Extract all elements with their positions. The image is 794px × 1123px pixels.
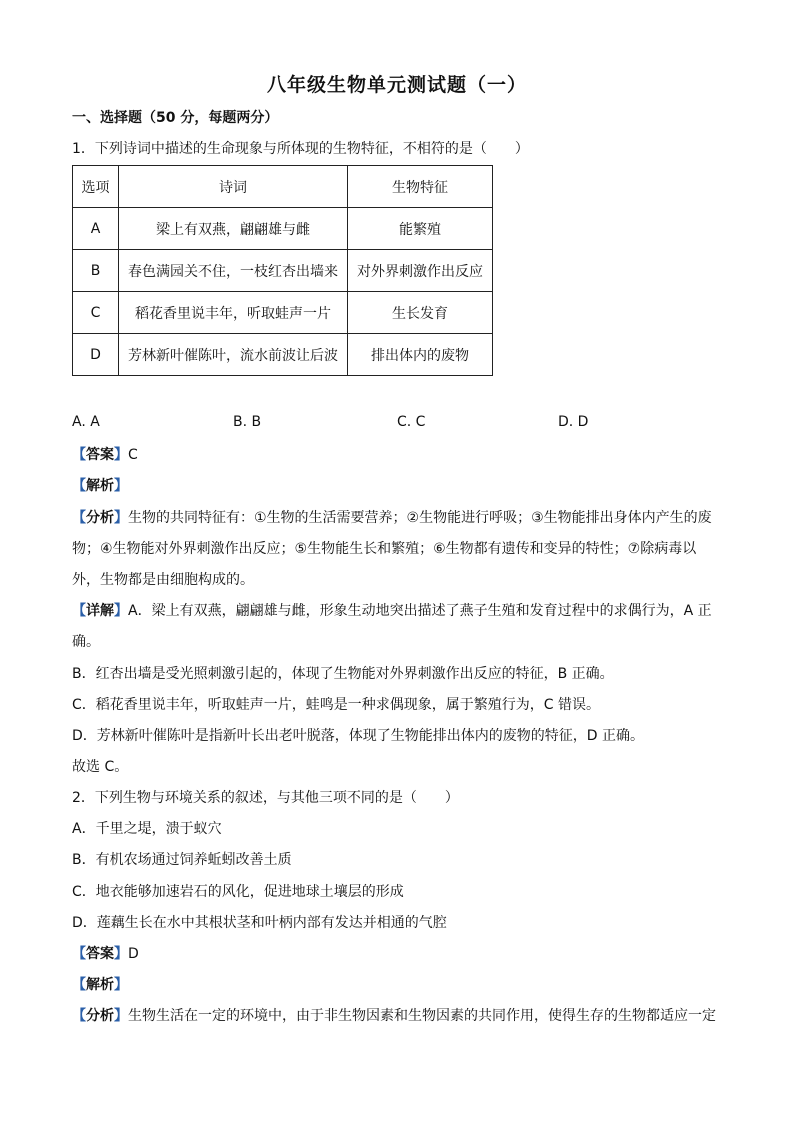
xiangjie-text: C．稻花香里说丰年，听取蛙声一片，蛙鸣是一种求偶现象，属于繁殖行为，C 错误。 — [72, 697, 600, 713]
section-heading: 一、选择题（50 分，每题两分） — [72, 110, 279, 126]
q2-stem: 2．下列生物与环境关系的叙述，与其他三项不同的是（ ） — [72, 790, 459, 806]
answer-value: C — [128, 447, 138, 463]
q2-option-d: D．莲藕生长在水中其根状茎和叶柄内部有发达并相通的气腔 — [72, 915, 447, 931]
fenxi-text: 生物生活在一定的环境中，由于非生物因素和生物因素的共同作用，使得生存的生物都适应一定 — [128, 1008, 716, 1024]
table-row — [73, 208, 493, 250]
fenxi-text: 物；④生物能对外界刺激作出反应；⑤生物能生长和繁殖；⑥生物都有遗传和变异的特性；⑦除病毒以 — [72, 541, 697, 557]
table-cell: 排出体内的废物 — [348, 334, 493, 376]
table-cell: 能繁殖 — [348, 208, 493, 250]
q1-fenxi-line: 【分析】生物的共同特征有：①生物的生活需要营养；②生物能进行呼吸；③生物能排出身体内产生的废 — [72, 510, 712, 526]
q2-answer: 【答案】D — [72, 946, 139, 962]
table-row — [73, 292, 493, 334]
q1-xiangjie-line: 【详解】A．梁上有双燕，翩翩雄与雌，形象生动地突出描述了燕子生殖和发育过程中的求偶行为，A 正 — [72, 603, 712, 619]
option-a: A. A — [72, 414, 100, 430]
table-cell: D — [73, 334, 119, 376]
table-header-row — [73, 166, 493, 208]
analysis-tag: 解析 — [86, 977, 114, 993]
table-header-cell: 诗词 — [119, 166, 348, 208]
table-cell: 春色满园关不住，一枝红杏出墙来 — [119, 250, 348, 292]
table-header-cell: 生物特征 — [348, 166, 493, 208]
q1-answer: 【答案】C — [72, 447, 138, 463]
fenxi-text: 生物的共同特征有：①生物的生活需要营养；②生物能进行呼吸；③生物能排出身体内产生的废 — [128, 510, 712, 526]
xiangjie-text: D．芳林新叶催陈叶是指新叶长出老叶脱落，体现了生物能排出体内的废物的特征，D 正确。 — [72, 728, 645, 744]
table-cell: 对外界刺激作出反应 — [348, 250, 493, 292]
q2-fenxi-line: 【分析】生物生活在一定的环境中，由于非生物因素和生物因素的共同作用，使得生存的生物都适应一定 — [72, 1008, 716, 1024]
xiangjie-text: 确。 — [72, 634, 100, 650]
answer-tag: 答案 — [86, 447, 114, 463]
table-cell: C — [73, 292, 119, 334]
q2-analysis-heading: 【解析】 — [72, 977, 128, 993]
q2-option-c: C．地衣能够加速岩石的风化，促进地球土壤层的形成 — [72, 884, 404, 900]
table-cell: B — [73, 250, 119, 292]
q2-option-b: B．有机农场通过饲养蚯蚓改善土质 — [72, 852, 292, 868]
table-row — [73, 250, 493, 292]
table-cell: 稻花香里说丰年，听取蛙声一片 — [119, 292, 348, 334]
page-title: 八年级生物单元测试题（一） — [266, 74, 527, 96]
table-cell: 梁上有双燕，翩翩雄与雌 — [119, 208, 348, 250]
option-d: D. D — [558, 414, 589, 430]
option-c: C. C — [397, 414, 426, 430]
fenxi-text: 外，生物都是由细胞构成的。 — [72, 572, 254, 588]
q1-options — [72, 414, 672, 434]
conclusion-text: 故选 C。 — [72, 759, 129, 775]
xiangjie-text: B．红杏出墙是受光照刺激引起的，体现了生物能对外界刺激作出反应的特征，B 正确。 — [72, 666, 614, 682]
answer-tag: 答案 — [86, 946, 114, 962]
table-header-cell: 选项 — [73, 166, 119, 208]
table-cell: 芳林新叶催陈叶，流水前波让后波 — [119, 334, 348, 376]
fenxi-tag: 分析 — [86, 1008, 114, 1024]
table-row — [73, 334, 493, 376]
option-b: B. B — [233, 414, 262, 430]
xiangjie-tag: 详解 — [86, 603, 114, 619]
q1-table — [72, 165, 493, 376]
xiangjie-text: A．梁上有双燕，翩翩雄与雌，形象生动地突出描述了燕子生殖和发育过程中的求偶行为，A 正 — [128, 603, 712, 619]
q2-option-a: A．千里之堤，溃于蚁穴 — [72, 821, 222, 837]
table-cell: A — [73, 208, 119, 250]
q1-analysis-heading: 【解析】 — [72, 478, 128, 494]
fenxi-tag: 分析 — [86, 510, 114, 526]
analysis-tag: 解析 — [86, 478, 114, 494]
table-cell: 生长发育 — [348, 292, 493, 334]
answer-value: D — [128, 946, 139, 962]
q1-stem: 1．下列诗词中描述的生命现象与所体现的生物特征，不相符的是（ ） — [72, 141, 529, 157]
